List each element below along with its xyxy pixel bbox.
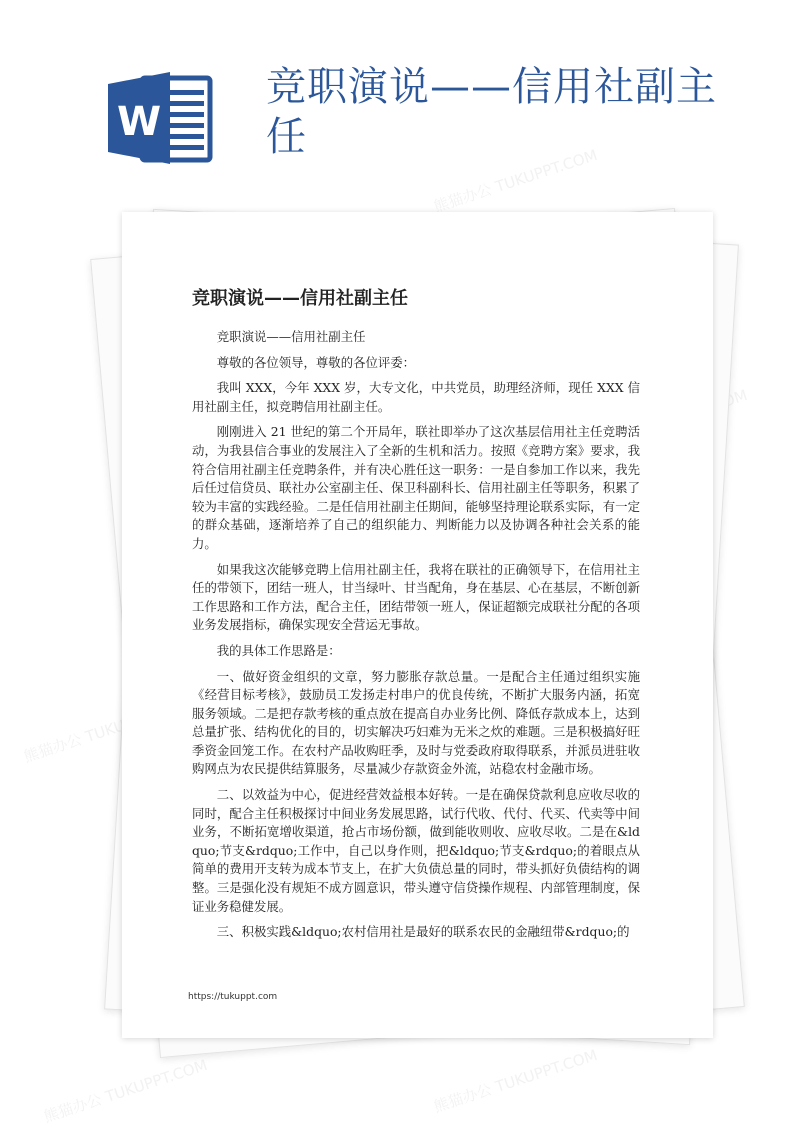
paragraph-plan-three: 三、积极实践&ldquo;农村信用社是最好的联系农民的金融纽带&rdquo;的 [216,924,630,940]
page-title: 竞职演说——信用社副主任 [266,64,717,160]
paragraph-subtitle: 竞职演说——信用社副主任 [216,329,366,344]
watermark: 熊猫办公 TUKUPPT.COM [21,696,190,766]
paragraph-plan-one: 一、做好资金组织的文章，努力膨胀存款总量。一是配合主任通过组织实施《经营目标考核》，鼓励员工发扬走村串户的优良传统，不断扩大服务内涵，拓宽服务领域。二是把存款考核的重点放在提高自办业务比例、降低存款成本上，达到总量扩张、结构优化的目的，切实解决巧妇难为无米之炊的难题。三是积极搞好旺季资金回笼工作。在农村产品收购旺季，及时与党委政府取得联系，并派员进驻收购网点为农民提供结算服务，尽量减少存款资金外流，站稳农村金融市场。 [192,668,640,777]
document-title: 竞职演说——信用社副主任 [192,288,408,309]
paragraph-commitment: 如果我这次能够竞聘上信用社副主任，我将在联社的正确领导下，在信用社主任的带领下，团结一班人，甘当绿叶、甘当配角，身在基层、心在基层，不断创新工作思路和工作方法，配合主任，团结带领一班人，保证超额完成联社分配的各项业务发展指标，确保实现安全营运无事故。 [192,561,640,633]
document-page [122,212,713,1038]
paragraph-plan-two: 二、以效益为中心，促进经营效益根本好转。一是在确保贷款利息应收尽收的同时，配合主任积极探讨中间业务发展思路，试行代收、代付、代买、代卖等中间业务，不断拓宽增收渠道，抢占市场份额，做到能收则收、应收尽收。二是在&ldquo;节支&rdquo;工作中，自己以身作则，把&ldquo;节支&rdquo;的着眼点从简单的费用开支转为成本节支上，在扩大负债总量的同时，带头抓好负债结构的调整。三是强化没有规矩不成方圆意识，带头遵守信贷操作规程、内部管理制度，保证业务稳健发展。 [192,787,640,914]
footer-url: https://tukuppt.com [188,992,278,1002]
watermark: 熊猫办公 TUKUPPT.COM [431,1046,600,1116]
paragraph-self-intro: 我叫 XXX，今年 XXX 岁，大专文化，中共党员，助理经济师，现任 XXX 信用社副主任，拟竞聘信用社副主任。 [192,380,640,414]
document-body [192,328,640,949]
watermark: 熊猫办公 TUKUPPT.COM [431,146,600,216]
paragraph-qualifications: 刚刚进入 21 世纪的第二个开局年，联社即举办了这次基层信用社主任竞聘活动，为我县信合事业的发展注入了全新的生机和活力。按照《竞聘方案》要求，我符合信用社副主任竞聘条件，并有决心胜任这一职务：一是自参加工作以来，我先后任过信贷员、联社办公室副主任、保卫科副科长、信用社副主任等职务，积累了较为丰富的实践经验。二是任信用社副主任期间，能够坚持理论联系实际，有一定的群众基础，逐渐培养了自己的组织能力、判断能力以及协调各种社会关系的能力。 [192,424,640,551]
watermark: 熊猫办公 TUKUPPT.COM [41,1056,210,1126]
paragraph-plan-intro: 我的具体工作思路是： [216,642,341,658]
paragraph-greeting: 尊敬的各位领导，尊敬的各位评委： [216,354,416,370]
word-logo-letter: W [116,99,162,145]
word-document-icon [108,72,214,164]
